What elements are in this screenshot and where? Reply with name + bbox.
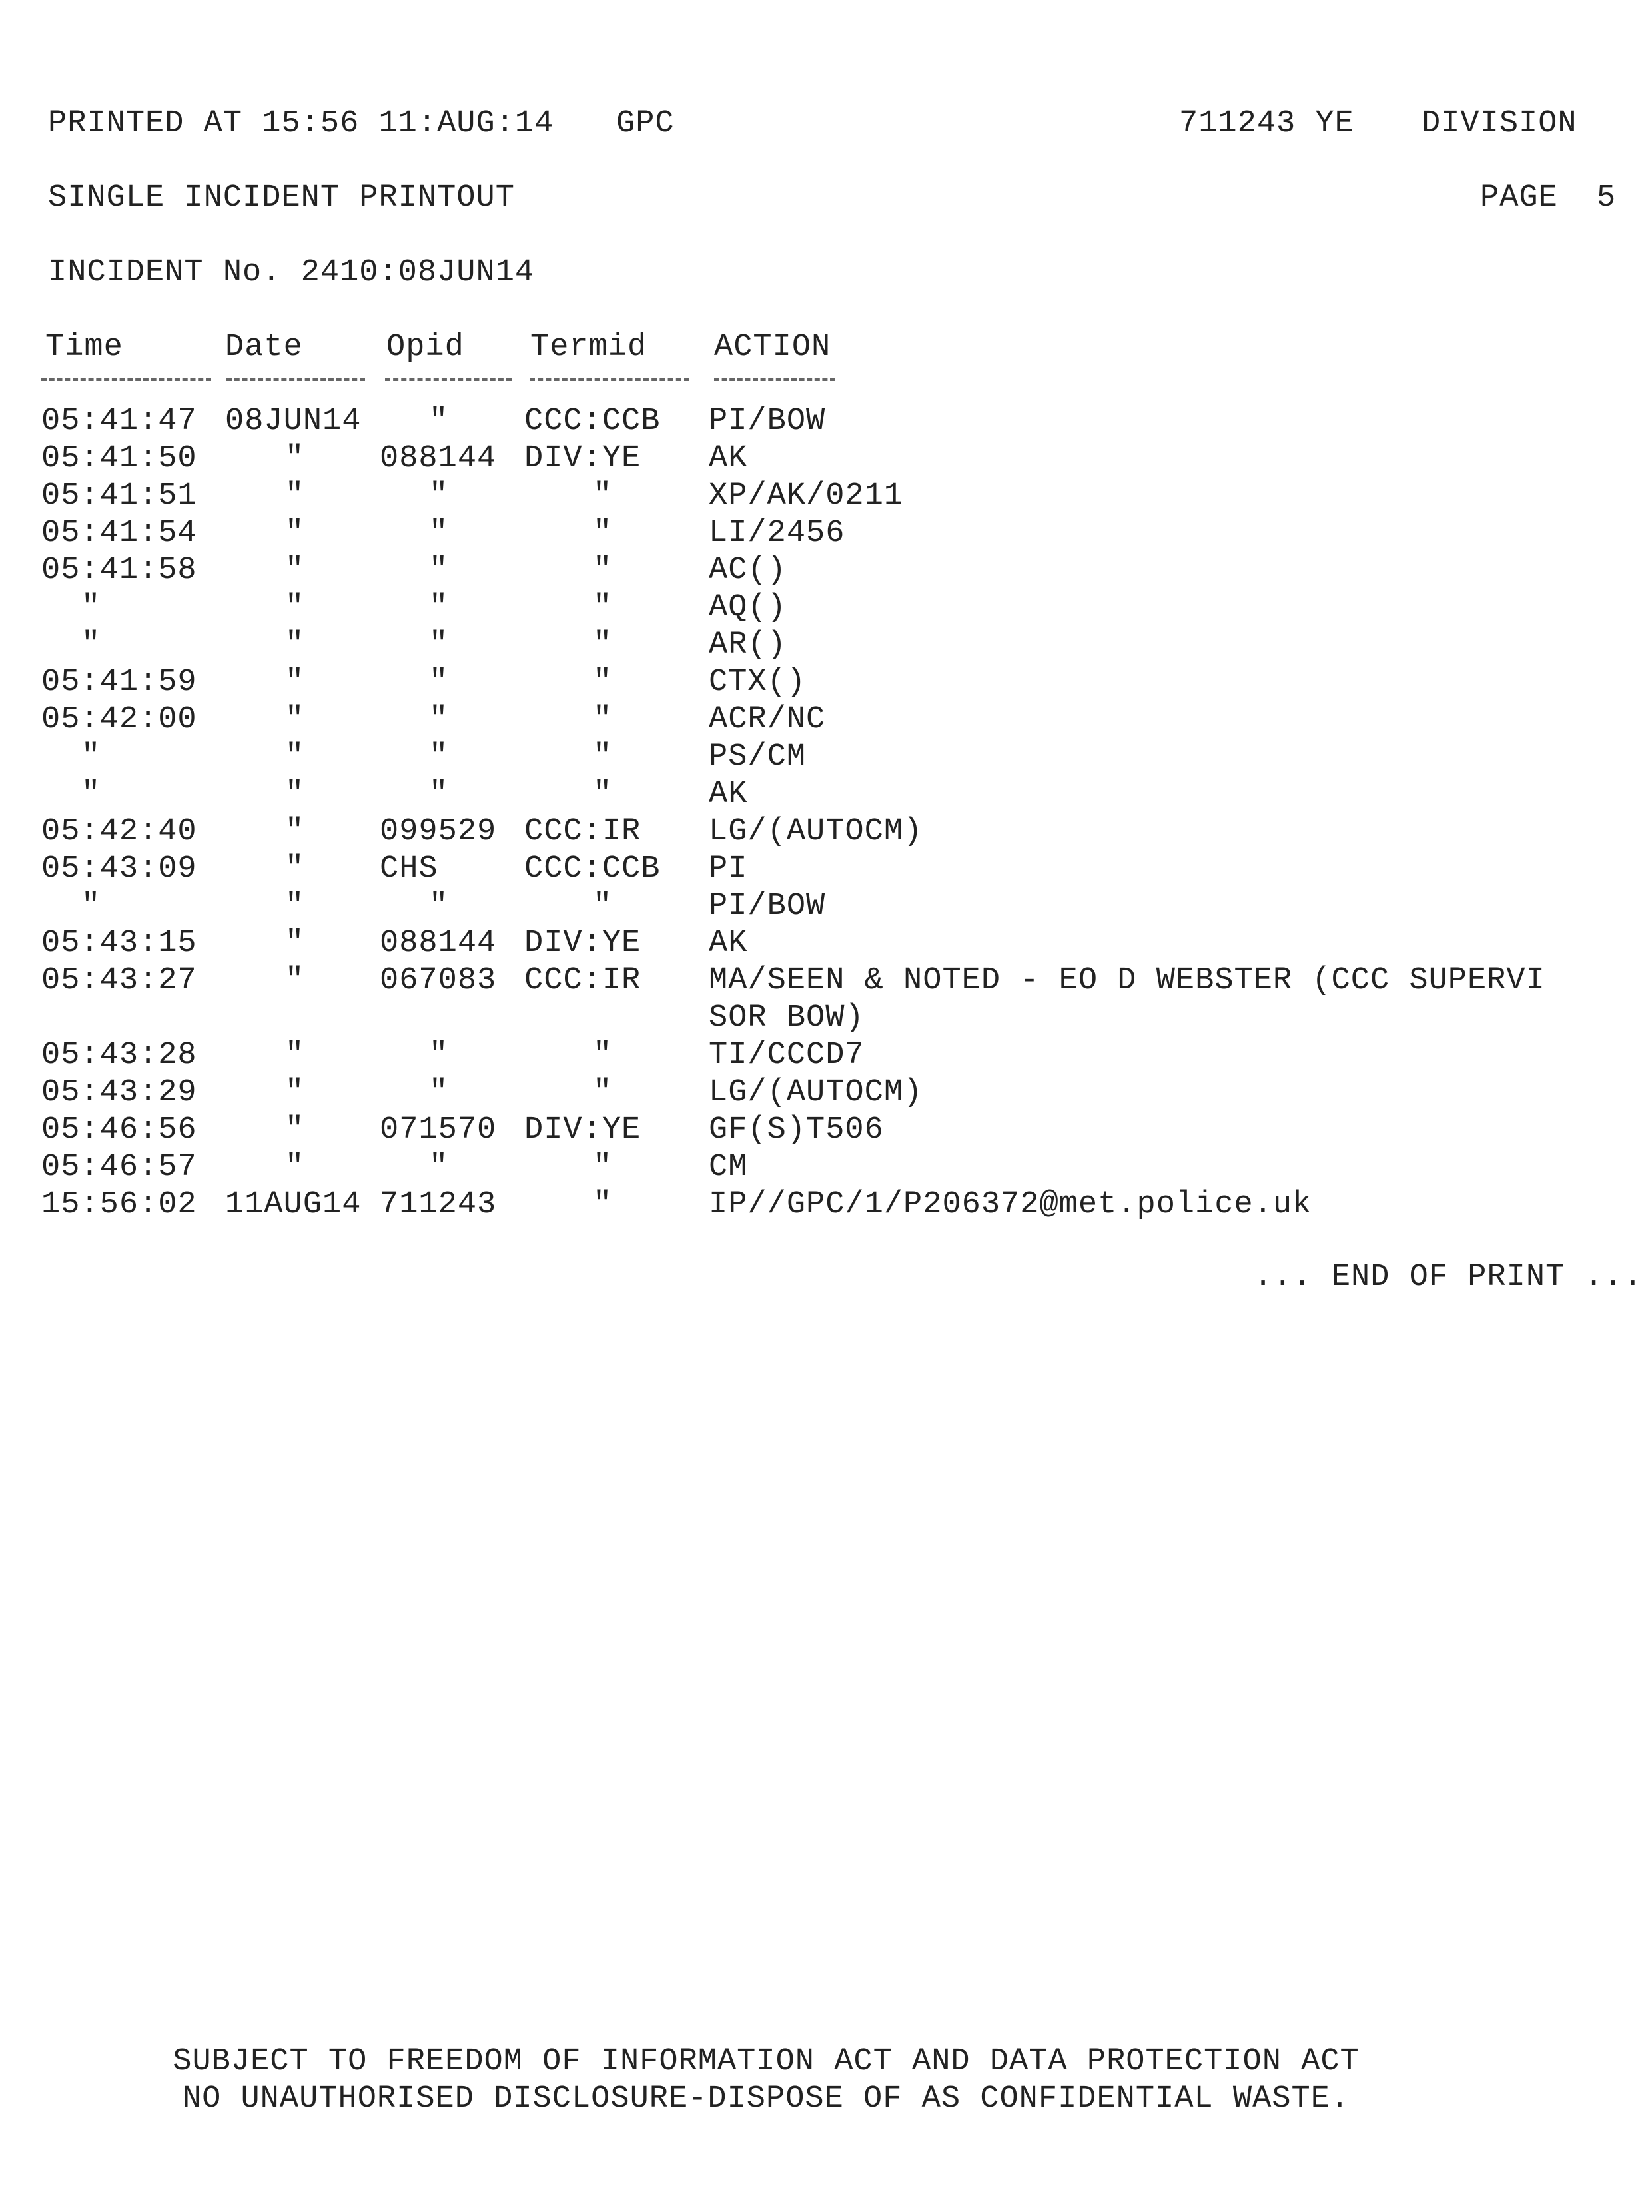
footer-notice-line2: NO UNAUTHORISED DISCLOSURE-DISPOSE OF AS CONFIDENTIAL WASTE. [182,2081,1350,2117]
cell-termid: " [593,590,613,625]
cell-opid: " [429,1075,449,1110]
cell-time: 05:41:47 [41,404,197,439]
cell-time: " [81,777,101,812]
footer-notice-line1: SUBJECT TO FREEDOM OF INFORMATION ACT AND DATA PROTECTION ACT [173,2044,1360,2079]
cell-opid: " [429,627,449,663]
cell-opid: " [429,478,449,514]
cell-date: " [285,1038,305,1073]
cell-date: " [285,1075,305,1110]
column-divider-time [41,378,211,381]
table-row [0,851,1652,888]
cell-time: 05:41:50 [41,441,197,476]
cell-termid: CCC:CCB [524,404,661,439]
cell-time: " [81,889,101,924]
cell-time: 05:41:59 [41,665,197,700]
cell-termid: " [593,478,613,514]
column-header-termid: Termid [530,330,647,365]
cell-time: 05:42:40 [41,814,197,849]
cell-opid: 711243 [380,1187,497,1222]
printed-at: PRINTED AT 15:56 11:AUG:14 [48,106,554,141]
cell-time: 05:46:56 [41,1112,197,1148]
table-row [0,589,1652,627]
division-label: DIVISION [1422,106,1577,141]
cell-date: " [285,702,305,737]
table-row [0,1186,1652,1224]
table-row [0,1074,1652,1112]
cell-time: 05:42:00 [41,702,197,737]
incident-number: INCIDENT No. 2410:08JUN14 [48,255,535,290]
table-row [0,1149,1652,1186]
cell-termid: " [593,1075,613,1110]
cell-termid: " [593,1150,613,1185]
cell-time: " [81,627,101,663]
column-divider-termid [530,378,689,381]
cell-time: 05:43:15 [41,926,197,961]
cell-date: 11AUG14 [225,1187,362,1222]
cell-termid: CCC:IR [524,814,641,849]
table-row [0,552,1652,589]
cell-termid: CCC:CCB [524,851,661,887]
cell-action: PI/BOW [709,404,826,439]
cell-opid: " [429,1038,449,1073]
cell-action: TI/CCCD7 [709,1038,865,1073]
table-row [0,664,1652,701]
cell-date: " [285,1150,305,1185]
cell-time: " [81,739,101,775]
table-row [0,739,1652,776]
table-row [0,925,1652,962]
cell-time: 05:43:29 [41,1075,197,1110]
table-row [0,478,1652,515]
cell-action: AK [709,777,748,812]
cell-action: IP//GPC/1/P206372@met.police.uk [709,1187,1312,1222]
cell-termid: " [593,553,613,588]
cell-opid: 099529 [380,814,497,849]
cell-termid: DIV:YE [524,1112,641,1148]
cell-date: " [285,590,305,625]
cell-opid: " [429,665,449,700]
cell-termid: " [593,777,613,812]
cell-opid: 071570 [380,1112,497,1148]
cell-date: " [285,889,305,924]
cell-action: AR() [709,627,787,663]
page-label: PAGE [1480,181,1558,216]
table-row [0,962,1652,1000]
cell-time: " [81,590,101,625]
column-divider-action [714,378,835,381]
cell-opid: 088144 [380,926,497,961]
cell-action: LI/2456 [709,516,845,551]
end-of-print: ... END OF PRINT ... [1254,1260,1643,1295]
column-header-date: Date [225,330,303,365]
cell-action: GF(S)T506 [709,1112,884,1148]
cell-time: 05:46:57 [41,1150,197,1185]
table-row [0,1000,1652,1037]
cell-action: PS/CM [709,739,807,775]
cell-termid: " [593,1187,613,1222]
cell-action: AQ() [709,590,787,625]
cell-opid: 088144 [380,441,497,476]
cell-termid: " [593,889,613,924]
table-row [0,440,1652,478]
cell-action: PI/BOW [709,889,826,924]
cell-time: 05:41:51 [41,478,197,514]
cell-date: " [285,739,305,775]
cell-action: PI [709,851,748,887]
cell-opid: " [429,404,449,439]
table-row [0,403,1652,440]
terminal-code: GPC [616,106,675,141]
table-row [0,776,1652,813]
cell-action: CTX() [709,665,807,700]
cell-action: SOR BOW) [709,1000,865,1036]
cell-date: " [285,777,305,812]
table-row [0,888,1652,925]
page-number: 5 [1597,181,1617,216]
table-row [0,1112,1652,1149]
cell-termid: DIV:YE [524,926,641,961]
cell-opid: " [429,889,449,924]
cell-time: 05:41:54 [41,516,197,551]
table-row [0,813,1652,851]
cell-termid: " [593,739,613,775]
table-row [0,1037,1652,1074]
column-divider-date [226,378,365,381]
cell-termid: " [593,627,613,663]
table-row [0,515,1652,552]
column-divider-opid [385,378,512,381]
cell-time: 05:43:09 [41,851,197,887]
cell-date: " [285,814,305,849]
column-header-action: ACTION [714,330,831,365]
column-header-time: Time [45,330,123,365]
cell-action: MA/SEEN & NOTED - EO D WEBSTER (CCC SUPERVI [709,963,1545,998]
cell-opid: " [429,553,449,588]
cell-action: AK [709,926,748,961]
cell-termid: " [593,702,613,737]
cell-opid: " [429,777,449,812]
cell-action: ACR/NC [709,702,826,737]
cell-time: 05:43:27 [41,963,197,998]
cell-termid: " [593,665,613,700]
operator-division: 711243 YE [1179,106,1354,141]
cell-action: AC() [709,553,787,588]
cell-date: " [285,963,305,998]
cell-time: 05:43:28 [41,1038,197,1073]
cell-date: " [285,478,305,514]
printout-title: SINGLE INCIDENT PRINTOUT [48,181,515,216]
cell-opid: " [429,1150,449,1185]
cell-date: " [285,1112,305,1148]
cell-action: AK [709,441,748,476]
cell-termid: " [593,516,613,551]
cell-action: XP/AK/0211 [709,478,904,514]
cell-time: 15:56:02 [41,1187,197,1222]
cell-time: 05:41:58 [41,553,197,588]
cell-opid: 067083 [380,963,497,998]
cell-date: " [285,553,305,588]
cell-date: " [285,516,305,551]
cell-date: " [285,441,305,476]
table-row [0,701,1652,739]
cell-date: " [285,926,305,961]
cell-opid: CHS [380,851,438,887]
cell-action: CM [709,1150,748,1185]
cell-opid: " [429,739,449,775]
table-row [0,627,1652,664]
cell-termid: DIV:YE [524,441,641,476]
cell-action: LG/(AUTOCM) [709,814,923,849]
cell-termid: " [593,1038,613,1073]
cell-action: LG/(AUTOCM) [709,1075,923,1110]
cell-opid: " [429,590,449,625]
cell-date: " [285,851,305,887]
column-header-opid: Opid [386,330,464,365]
cell-date: " [285,665,305,700]
cell-date: " [285,627,305,663]
cell-date: 08JUN14 [225,404,362,439]
cell-opid: " [429,516,449,551]
cell-opid: " [429,702,449,737]
cell-termid: CCC:IR [524,963,641,998]
